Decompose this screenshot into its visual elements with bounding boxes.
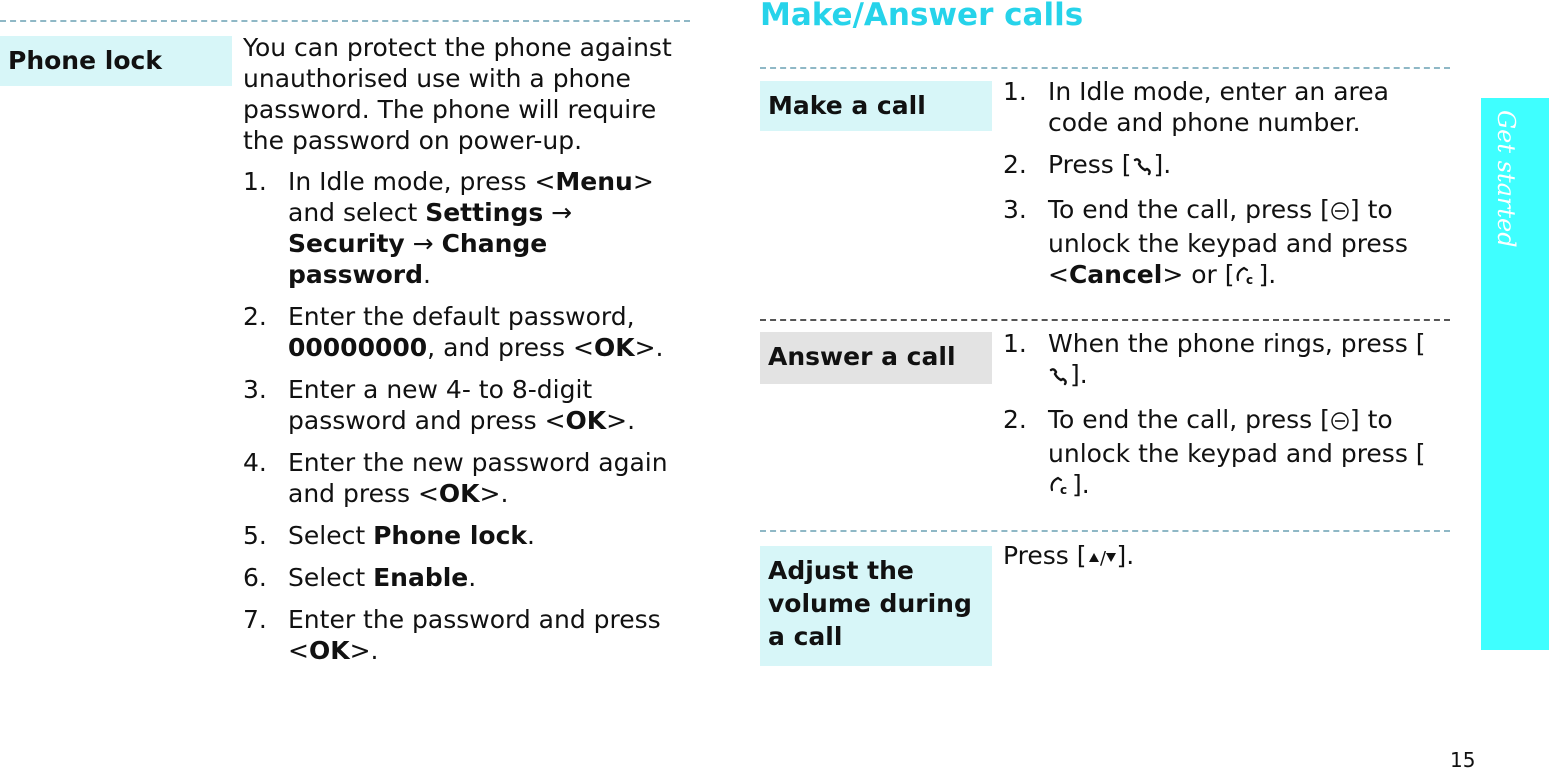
- adjust-volume-label: Adjust the volume during a call: [760, 546, 992, 666]
- adjust-volume-body: [1003, 540, 1443, 584]
- step-number: 3.: [243, 375, 267, 404]
- step-number: 2.: [243, 302, 267, 331]
- emphasis-text: Phone lock: [373, 521, 528, 550]
- phone-lock-body: [243, 32, 683, 677]
- step-item: 1. In Idle mode, press <Menu> and select Settings → Security → Change password.: [243, 167, 654, 289]
- divider-make-call: [760, 67, 1450, 69]
- step-number: 1.: [1003, 77, 1027, 106]
- end-key-icon: [1048, 472, 1072, 503]
- page-number: 15: [1450, 748, 1476, 772]
- step-number: 5.: [243, 521, 267, 550]
- step-item: 2. Press [ ].: [1003, 149, 1443, 183]
- step-number: 7.: [243, 605, 267, 634]
- emphasis-text: OK: [438, 479, 480, 508]
- step-number: 3.: [1003, 195, 1027, 224]
- emphasis-text: 00000000: [288, 333, 428, 362]
- step-item: 3. Enter a new 4- to 8-digit password and press <OK>.: [243, 375, 636, 435]
- answer-call-steps: [1003, 328, 1443, 503]
- lock-key-icon: [1330, 197, 1350, 228]
- divider-adjust-volume: [760, 530, 1450, 532]
- phone-lock-label: Phone lock: [0, 36, 232, 86]
- step-number: 6.: [243, 563, 267, 592]
- step-number: 4.: [243, 448, 267, 477]
- emphasis-text: Menu: [555, 167, 633, 196]
- side-tab-label: Get started: [1492, 110, 1520, 248]
- answer-call-label: Answer a call: [760, 332, 992, 384]
- emphasis-text: Security: [288, 229, 405, 258]
- step-item: 3. To end the call, press [ ] to unlock the keypad and press <Cancel> or [ c ].: [1003, 194, 1443, 293]
- divider-top-left: [0, 20, 690, 22]
- step-item: 5. Select Phone lock.: [243, 521, 535, 550]
- step-number: 2.: [1003, 405, 1027, 434]
- end-key-icon: [1234, 262, 1258, 293]
- svg-text:/: /: [1099, 548, 1106, 567]
- volume-up-down-icon: [1087, 543, 1117, 574]
- send-key-icon: [1048, 362, 1070, 393]
- emphasis-text: Change password: [288, 229, 548, 289]
- answer-call-body: [1003, 328, 1443, 514]
- step-item: 6. Select Enable.: [243, 563, 477, 592]
- emphasis-text: Cancel: [1068, 260, 1163, 289]
- divider-answer-call: [760, 319, 1450, 321]
- send-key-icon: [1132, 152, 1154, 183]
- step-item: 1. When the phone rings, press [].: [1003, 328, 1443, 393]
- section-title: Make/Answer calls: [760, 0, 1084, 33]
- emphasis-text: Settings: [425, 198, 544, 227]
- step-item: 2. Enter the default password, 00000000, and press <OK>.: [243, 302, 664, 362]
- make-call-body: [1003, 76, 1443, 304]
- emphasis-text: OK: [565, 406, 607, 435]
- step-item: 4. Enter the new password again and press <OK>.: [243, 448, 668, 508]
- step-number: 1.: [243, 167, 267, 196]
- phone-lock-intro: You can protect the phone against unauthorised use with a phone password. The phone will require the password on power-up.: [243, 33, 672, 155]
- step-item: 7. Enter the password and press <OK>.: [243, 605, 661, 665]
- emphasis-text: OK: [308, 636, 350, 665]
- step-item: 1. In Idle mode, enter an area code and phone number.: [1003, 77, 1389, 137]
- step-number: 1.: [1003, 329, 1027, 358]
- lock-key-icon: [1330, 407, 1350, 438]
- phone-lock-steps: [243, 166, 683, 666]
- make-call-label: Make a call: [760, 81, 992, 131]
- emphasis-text: Enable: [373, 563, 469, 592]
- svg-text:c: c: [1246, 273, 1254, 286]
- make-call-steps: [1003, 76, 1443, 293]
- step-number: 2.: [1003, 150, 1027, 179]
- adjust-volume-text: Press [ / ].: [1003, 540, 1443, 574]
- step-item: 2. To end the call, press [ ] to unlock the keypad and press [ c ].: [1003, 404, 1443, 503]
- svg-text:c: c: [1060, 483, 1068, 496]
- emphasis-text: OK: [593, 333, 635, 362]
